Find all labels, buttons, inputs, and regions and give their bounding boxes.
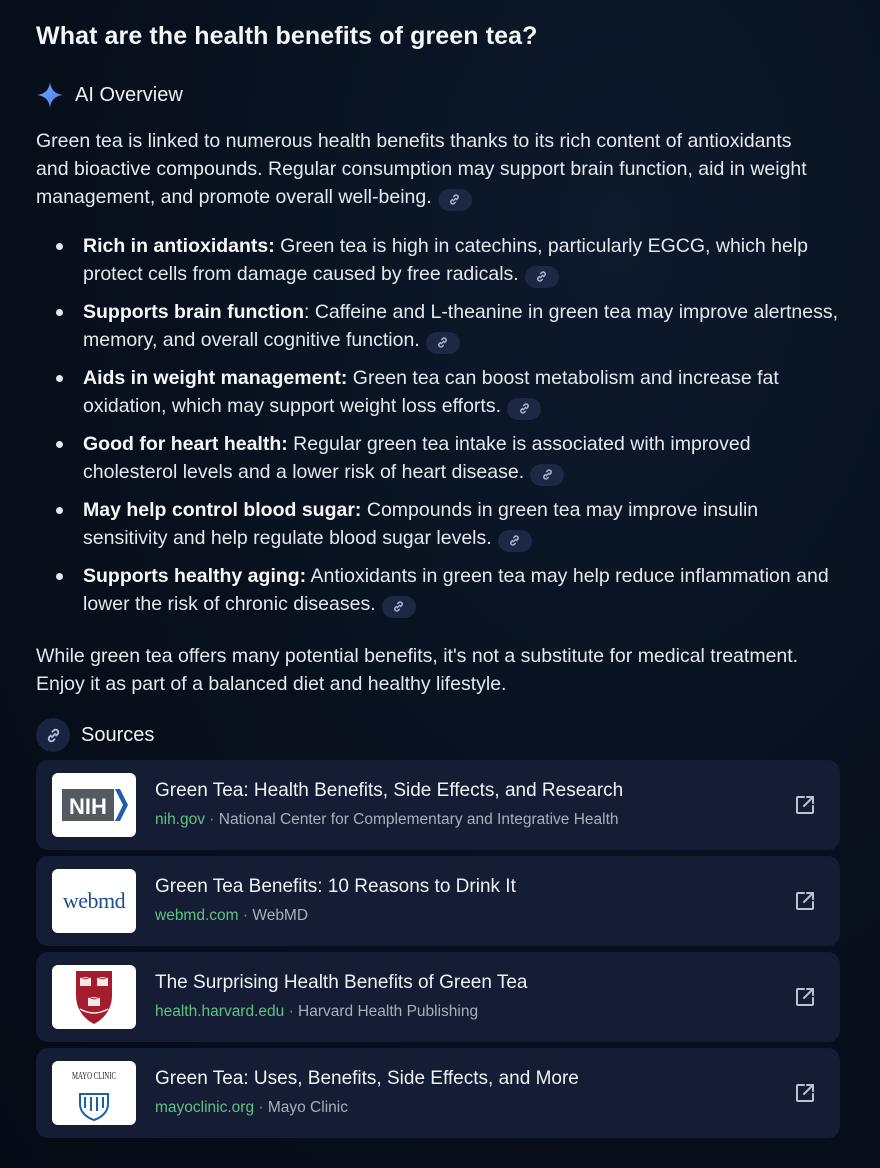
list-item: [36, 232, 840, 288]
source-title[interactable]: Green Tea: Health Benefits, Side Effects, and Research: [155, 780, 624, 801]
overview-closing: While green tea offers many potential benefits, it's not a substitute for medical treatment. Enjoy it as part of a balanced diet and healthy lifestyle.: [36, 645, 799, 695]
page-title: What are the health benefits of green tea?: [36, 22, 538, 50]
link-icon: [392, 600, 405, 613]
mayo-clinic-logo: [52, 1061, 136, 1125]
open-external-icon[interactable]: [794, 1082, 816, 1104]
sparkle-icon: [36, 81, 64, 109]
list-item-title: Good for heart health:: [83, 433, 288, 455]
list-item-title: Rich in antioxidants:: [83, 235, 275, 257]
list-item: [36, 298, 840, 354]
source-separator: ·: [254, 1099, 268, 1116]
list-item: [36, 496, 840, 552]
list-item-title: May help control blood sugar:: [83, 499, 362, 521]
source-title[interactable]: The Surprising Health Benefits of Green Tea: [155, 972, 528, 993]
citation-link-chip[interactable]: [530, 464, 564, 486]
sources-header: [36, 718, 154, 752]
citation-link-chip[interactable]: [525, 266, 559, 288]
source-card-mayo[interactable]: [36, 1048, 840, 1138]
citation-link-chip[interactable]: [382, 596, 416, 618]
source-domain: nih.gov: [155, 811, 205, 828]
list-item-title: Aids in weight management:: [83, 367, 348, 389]
ai-overview-header: [36, 80, 183, 110]
source-meta: [155, 811, 619, 829]
list-item-text: Antioxidants in green tea may help reduce inflammation and lower the risk of chronic diseases.: [83, 565, 829, 615]
mayo-logo-text: MAYO CLINIC: [72, 1070, 116, 1082]
link-icon: [518, 402, 531, 415]
webmd-logo-text: webmd: [62, 888, 126, 913]
source-separator: ·: [238, 907, 253, 924]
link-icon: [535, 270, 548, 283]
source-domain: webmd.com: [155, 907, 239, 924]
link-icon: [508, 534, 521, 547]
open-external-icon[interactable]: [794, 890, 816, 912]
link-icon: [448, 193, 461, 206]
list-item: [36, 430, 840, 486]
list-item-title: Supports brain function: [83, 301, 304, 323]
bullet-dot: [56, 375, 63, 382]
citation-link-chip[interactable]: [507, 398, 541, 420]
overview-intro: [36, 127, 826, 211]
source-card-nih[interactable]: [36, 760, 840, 850]
list-item: [36, 562, 840, 618]
link-icon: [541, 468, 554, 481]
list-item: [36, 364, 840, 420]
bullet-dot: [56, 309, 63, 316]
ai-overview-label: AI Overview: [75, 83, 183, 106]
list-item-text: Green tea can boost metabolism and increase fat oxidation, which may support weight loss efforts.: [83, 367, 779, 417]
source-site-name: Harvard Health Publishing: [298, 1003, 479, 1020]
bullet-dot: [56, 507, 63, 514]
list-item-text: Green tea is high in catechins, particularly EGCG, which help protect cells from damage caused by free radicals.: [83, 235, 809, 285]
source-card-webmd[interactable]: [36, 856, 840, 946]
bullet-dot: [56, 243, 63, 250]
source-separator: ·: [284, 1003, 299, 1020]
list-item-text: : Caffeine and L-theanine in green tea may improve alertness, memory, and overall cognitive function.: [83, 301, 839, 351]
source-title[interactable]: Green Tea Benefits: 10 Reasons to Drink It: [155, 876, 516, 897]
harvard-shield-logo: [52, 965, 136, 1029]
nih-logo: [52, 773, 136, 837]
bullet-dot: [56, 441, 63, 448]
source-domain: mayoclinic.org: [155, 1099, 255, 1116]
list-item-text: Compounds in green tea may improve insulin sensitivity and help regulate blood sugar levels.: [83, 499, 759, 549]
source-separator: ·: [204, 811, 219, 828]
open-external-icon[interactable]: [794, 986, 816, 1008]
list-item-title: Supports healthy aging:: [83, 565, 307, 587]
citation-link-chip[interactable]: [426, 332, 460, 354]
sources-label: Sources: [81, 723, 155, 746]
source-meta: [155, 1099, 348, 1117]
source-site-name: National Center for Complementary and Integrative Health: [218, 811, 619, 828]
bullet-dot: [56, 573, 63, 580]
webmd-logo: [52, 869, 136, 933]
citation-link-chip[interactable]: [438, 189, 472, 211]
source-domain: health.harvard.edu: [155, 1003, 285, 1020]
citation-link-chip[interactable]: [498, 530, 532, 552]
nih-logo-text: NIH: [69, 794, 107, 819]
source-meta: [155, 907, 308, 925]
open-external-icon[interactable]: [794, 794, 816, 816]
source-site-name: WebMD: [252, 907, 309, 924]
source-card-harvard[interactable]: [36, 952, 840, 1042]
benefits-list: [36, 232, 840, 628]
overview-intro-text: Green tea is linked to numerous health benefits thanks to its rich content of antioxidants and bioactive compounds. Regular consumption may support brain function, aid in weight management, and promote overall well-being.: [36, 130, 807, 208]
sources-link-icon: [36, 718, 70, 752]
source-site-name: Mayo Clinic: [267, 1099, 348, 1116]
list-item-text: Regular green tea intake is associated with improved cholesterol levels and a lower risk of heart disease.: [83, 433, 751, 483]
sources-list: [36, 760, 840, 1144]
source-meta: [155, 1003, 478, 1021]
link-icon: [436, 336, 449, 349]
source-title[interactable]: Green Tea: Uses, Benefits, Side Effects, and More: [155, 1068, 579, 1089]
